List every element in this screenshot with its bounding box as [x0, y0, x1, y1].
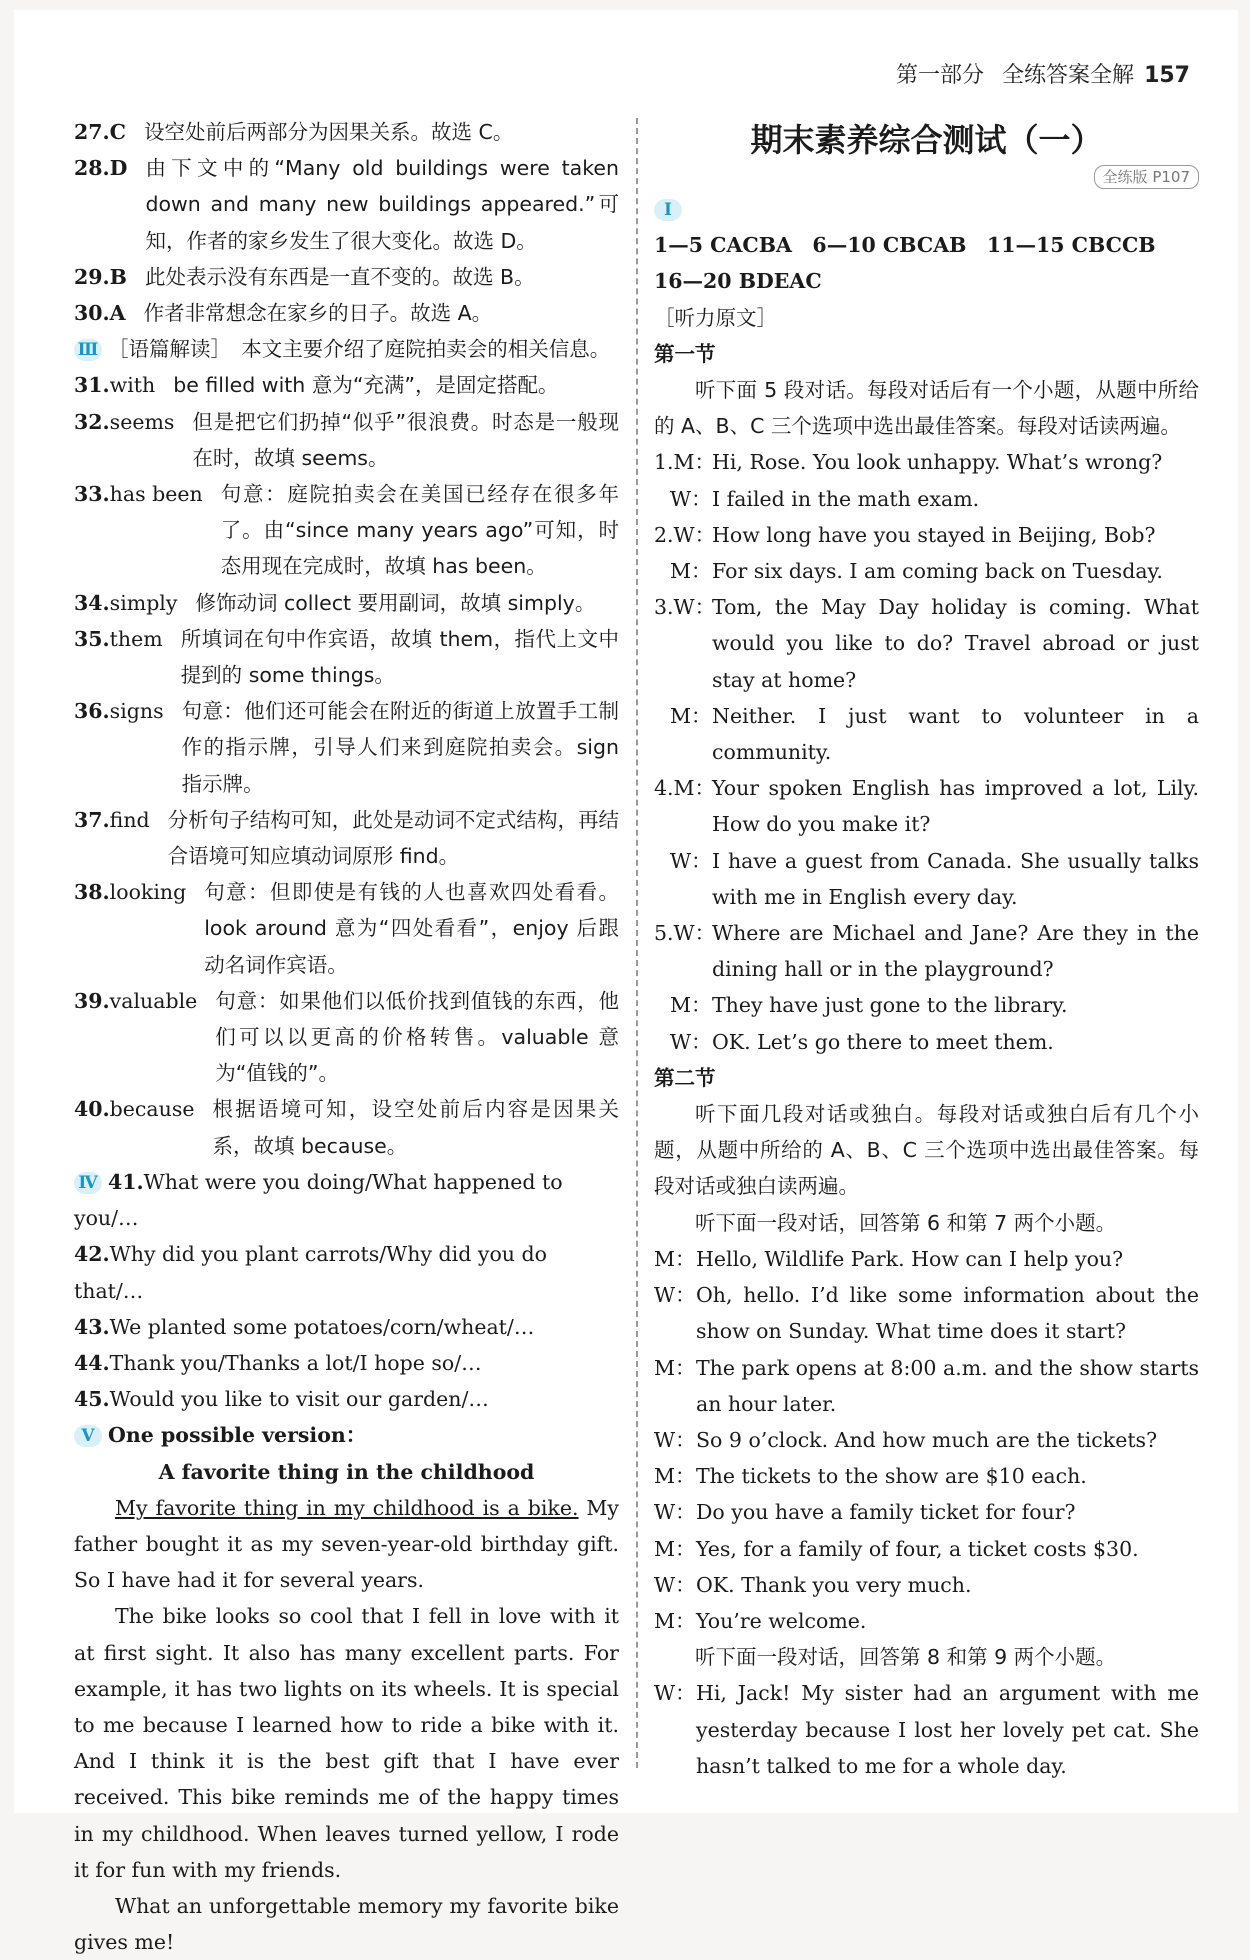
edition-tag: 全练版 P107	[1094, 165, 1199, 189]
essay-paragraph: What an unforgettable memory my favorite bike gives me!	[74, 1893, 619, 1955]
dialog-line: M： Hello, Wildlife Park. How can I help you?	[654, 1246, 1124, 1271]
page-header	[896, 58, 1190, 89]
right-column	[654, 114, 1199, 1784]
essay-paragraph: The bike looks so cool that I fell in love with it at first sight. It also has many excellent parts. For example, it has two lights on its wheels. It is special to me because I learned how to ride a bike with it. And I think it is the best gift that I have ever received. This bike reminds me of the happy times in my childhood. When leaves turned yellow, I rode it for fun with my friends.	[74, 1604, 619, 1882]
answer-item: 30. A 作者非常想念在家乡的日子。故选 A。	[74, 301, 493, 326]
dialog-line: W： Hi, Jack! My sister had an argument with me yesterday because I lost her lovely pet cat. She hasn’t talked to me for a whole day.	[654, 1681, 1199, 1778]
section-5	[74, 1417, 619, 1960]
list-item: 45.Would you like to visit our garden/…	[74, 1387, 489, 1412]
essay-paragraph: My favorite thing in my childhood is a bike. My father bought it as my seven-year-old birthday gift. So I have had it for several years.	[74, 1495, 619, 1593]
dialog-line: M： Yes, for a family of four, a ticket costs $30.	[654, 1536, 1139, 1561]
page	[14, 10, 1238, 1955]
dialog-line: 5.W： Where are Michael and Jane? Are they in the dining hall or in the playground?	[654, 921, 1199, 982]
instructions: 听下面 5 段对话。每段对话后有一个小题，从题中所给的 A、B、C 三个选项中选出最佳答案。每段对话读两遍。	[654, 378, 1199, 439]
dialog-block	[654, 444, 1199, 1059]
dialog-line: W： Do you have a family ticket for four?	[654, 1500, 1076, 1525]
list-item: 42.Why did you plant carrots/Why did you do that/…	[74, 1242, 547, 1303]
dialog-line: M： They have just gone to the library.	[670, 993, 1068, 1018]
answer-key: 16—20 BDEAC	[654, 269, 822, 294]
dialog-line: W： So 9 o’clock. And how much are the tickets?	[654, 1427, 1158, 1452]
list-item: Ⅳ 41.What were you doing/What happened to you/…	[74, 1169, 563, 1231]
dialog-line: M： For six days. I am coming back on Tuesday.	[670, 559, 1163, 584]
dialog-line: M： You’re welcome.	[654, 1608, 867, 1633]
answer-item: 40. because 根据语境可知，设空处前后内容是因果关系，故填 because。	[74, 1097, 619, 1158]
answer-item: 32. seems 但是把它们扔掉“似乎”很浪费。时态是一般现在时，故填 seems。	[74, 409, 619, 470]
section-badge: Ⅰ	[654, 199, 682, 221]
header-part: 第一部分	[896, 63, 985, 88]
list-item: 43.We planted some potatoes/corn/wheat/…	[74, 1314, 535, 1339]
section-4	[74, 1164, 619, 1417]
answer-item: 33. has been 句意：庭院拍卖会在美国已经存在很多年了。由“since many years ago”可知，时态用现在完成时，故填 has been。	[74, 482, 619, 579]
section-badge: Ⅳ	[74, 1172, 102, 1194]
answer-item: 29. B 此处表示没有东西是一直不变的。故选 B。	[74, 264, 535, 289]
left-column	[74, 114, 619, 1960]
dialog-line: 3.W： Tom, the May Day holiday is coming. What would you like to do? Travel abroad or just stay at home?	[654, 595, 1199, 692]
script-label: ［听力原文］	[654, 305, 777, 330]
answer-item: 27. C 设空处前后两部分为因果关系。故选 C。	[74, 120, 514, 144]
section-badge: Ⅲ	[74, 339, 102, 361]
dialog-line: 4.M： Your spoken English has improved a lot, Lily. How do you make it?	[654, 776, 1199, 837]
answer-item: 38. looking 句意：但即使是有钱的人也喜欢四处看看。look around 意为“四处看看”，enjoy 后跟动名词作宾语。	[74, 880, 619, 977]
dialog-block	[654, 1675, 1199, 1784]
part-label: 第二节	[654, 1065, 716, 1090]
answer-item: 37. find 分析句子结构可知，此处是动词不定式结构，再结合语境可知应填动词原形 find。	[74, 807, 619, 869]
essay-title: A favorite thing in the childhood	[158, 1459, 535, 1484]
dialog-line: W： I have a guest from Canada. She usually talks with me in English every day.	[670, 848, 1199, 909]
dialog-line: 1.M： Hi, Rose. You look unhappy. What’s wrong?	[654, 450, 1163, 475]
section-badge: Ⅴ	[74, 1425, 102, 1447]
answer-item: 34. simply 修饰动词 collect 要用副词，故填 simply。	[74, 590, 596, 615]
section-3-intro: Ⅲ ［语篇解读］ 本文主要介绍了庭院拍卖会的相关信息。	[74, 331, 619, 367]
instructions: 听下面几段对话或独白。每段对话或独白后有几个小题，从题中所给的 A、B、C 三个选项中选出最佳答案。每段对话或独白读两遍。	[654, 1102, 1199, 1199]
part-label: 第一节	[654, 341, 716, 366]
answer-key: 1—5 CACBA 6—10 CBCAB 11—15 CBCCB	[654, 233, 1156, 258]
dialog-line: 2.W： How long have you stayed in Beijing, Bob?	[654, 522, 1156, 547]
dialog-line: M： The tickets to the show are $10 each.	[654, 1464, 1087, 1489]
page-title: 期末素养综合测试（一）	[750, 121, 1103, 159]
answer-item: 36. signs 句意：他们还可能会在附近的街道上放置手工制作的指示牌，引导人们来到庭院拍卖会。sign 指示牌。	[74, 699, 619, 796]
version-label: One possible version：	[108, 1423, 367, 1448]
answer-item: 35. them 所填词在句中作宾语，故填 them，指代上文中提到的 some things。	[74, 626, 619, 688]
column-divider	[636, 118, 638, 1768]
dialog-line: W： OK. Let’s go there to meet them.	[670, 1029, 1054, 1054]
answer-item: 31. with be filled with 意为“充满”，是固定搭配。	[74, 373, 559, 398]
page-number: 157	[1144, 63, 1190, 88]
dialog-line: W： Oh, hello. I’d like some information about the show on Sunday. What time does it start?	[654, 1283, 1199, 1344]
answer-item: 28. D 由下文中的“Many old buildings were taken down and many new buildings appeared.”可知，作者的家乡发生了很大变化。故选 D。	[74, 156, 619, 253]
dialog-line: W： I failed in the math exam.	[670, 486, 980, 511]
dialog-line: W： OK. Thank you very much.	[654, 1572, 972, 1597]
dialog-line: M： Neither. I just want to volunteer in a community.	[670, 703, 1199, 765]
sub-instructions: 听下面一段对话，回答第 8 和第 9 两个小题。	[695, 1645, 1117, 1670]
answer-item: 39. valuable 句意：如果他们以低价找到值钱的东西，他们可以以更高的价格转售。valuable 意为“值钱的”。	[74, 988, 619, 1086]
list-item: 44.Thank you/Thanks a lot/I hope so/…	[74, 1350, 482, 1375]
dialog-block	[654, 1241, 1199, 1639]
dialog-line: M： The park opens at 8:00 a.m. and the show starts an hour later.	[654, 1355, 1200, 1416]
header-title: 全练答案全解	[1002, 63, 1135, 88]
sub-instructions: 听下面一段对话，回答第 6 和第 7 两个小题。	[695, 1210, 1117, 1235]
